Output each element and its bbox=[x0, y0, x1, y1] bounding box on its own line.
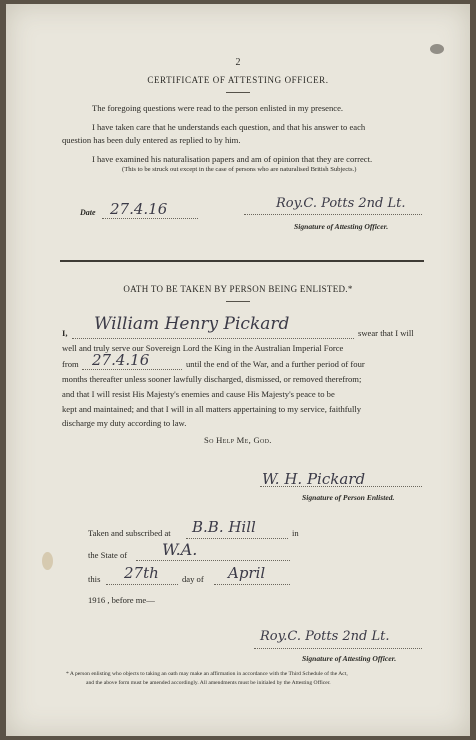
ink-blot bbox=[430, 44, 444, 54]
day-value: 27th bbox=[124, 564, 159, 582]
subscribed-at-value: B.B. Hill bbox=[192, 518, 256, 536]
subscribed-in-label: in bbox=[292, 528, 299, 538]
oath-line-4: months thereafter unless sooner lawfully discharged, dismissed, or removed therefrom; bbox=[62, 374, 362, 384]
officer-signature-caption: Signature of Attesting Officer. bbox=[294, 222, 389, 231]
certificate-para-1: The foregoing questions were read to the person enlisted in my presence. bbox=[92, 103, 344, 113]
from-value: 27.4.16 bbox=[92, 351, 150, 369]
footnote-line-2: and the above form must be amended accordingly. All amendments must be initialed by the Attesting Officer. bbox=[86, 680, 331, 686]
name-line bbox=[72, 338, 354, 339]
subscribed-at-label: Taken and subscribed at bbox=[88, 528, 171, 538]
subscribed-at-line bbox=[186, 538, 288, 539]
certificate-title: CERTIFICATE OF ATTESTING OFFICER. bbox=[147, 75, 329, 85]
state-value: W.A. bbox=[162, 540, 198, 559]
officer-signature: Roy.C. Potts 2nd Lt. bbox=[276, 196, 406, 211]
day-line bbox=[106, 584, 178, 585]
officer-signature-caption-2: Signature of Attesting Officer. bbox=[302, 654, 397, 663]
certificate-para-2-line-1: I have taken care that he understands each question, and that his answer to each bbox=[92, 122, 366, 132]
officer-signature-line-2 bbox=[254, 648, 422, 649]
date-value: 27.4.16 bbox=[110, 200, 168, 218]
oath-line-5: and that I will resist His Majesty's enemies and cause His Majesty's peace to be bbox=[62, 389, 335, 399]
from-label: from bbox=[62, 359, 79, 369]
certificate-para-2-line-2: question has been duly entered as replied to by him. bbox=[62, 135, 241, 145]
person-signature: W. H. Pickard bbox=[262, 470, 366, 488]
section-divider bbox=[60, 260, 424, 262]
certificate-para-3: I have examined his naturalisation papers and am of opinion that they are correct. bbox=[92, 154, 373, 164]
month-value: April bbox=[228, 564, 266, 582]
oath-line-1-end: swear that I will bbox=[358, 328, 414, 338]
page-number: 2 bbox=[235, 57, 241, 68]
day-of-label: day of bbox=[182, 574, 204, 584]
naturalisation-note: (This to be struck out except in the case of persons who are naturalised British Subjects.) bbox=[122, 166, 357, 173]
person-signature-caption: Signature of Person Enlisted. bbox=[302, 493, 395, 502]
date-line bbox=[102, 218, 198, 219]
this-label: this bbox=[88, 574, 101, 584]
state-label: the State of bbox=[88, 550, 128, 560]
year-before-me-label: 1916 , before me— bbox=[88, 595, 155, 605]
oath-line-7: discharge my duty according to law. bbox=[62, 418, 187, 428]
footnote-line-1: * A person enlisting who objects to taking an oath may make an affirmation in accordance with the Third Schedule of the Act, bbox=[66, 671, 348, 677]
enlistee-name: William Henry Pickard bbox=[94, 314, 290, 334]
state-line bbox=[136, 560, 290, 561]
date-label: Date bbox=[80, 208, 96, 217]
oath-line-6: kept and maintained; and that I will in all matters appertaining to my service, faithfully bbox=[62, 404, 362, 414]
oath-title-rule bbox=[226, 301, 250, 302]
oath-title: OATH TO BE TAKEN BY PERSON BEING ENLISTED.* bbox=[123, 284, 353, 294]
from-line bbox=[82, 369, 182, 370]
officer-signature-line bbox=[244, 214, 422, 215]
officer-signature-2: Roy.C. Potts 2nd Lt. bbox=[260, 629, 390, 644]
oath-line-3-end: until the end of the War, and a further period of four bbox=[186, 359, 365, 369]
title-rule bbox=[226, 92, 250, 93]
oath-closing: So Help Me, God. bbox=[204, 435, 272, 445]
document-page bbox=[6, 4, 470, 736]
month-line bbox=[214, 584, 290, 585]
oath-i-label: I, bbox=[62, 328, 68, 338]
oath-line-2: well and truly serve our Sovereign Lord the King in the Australian Imperial Force bbox=[62, 343, 344, 353]
stain-mark bbox=[42, 552, 53, 570]
